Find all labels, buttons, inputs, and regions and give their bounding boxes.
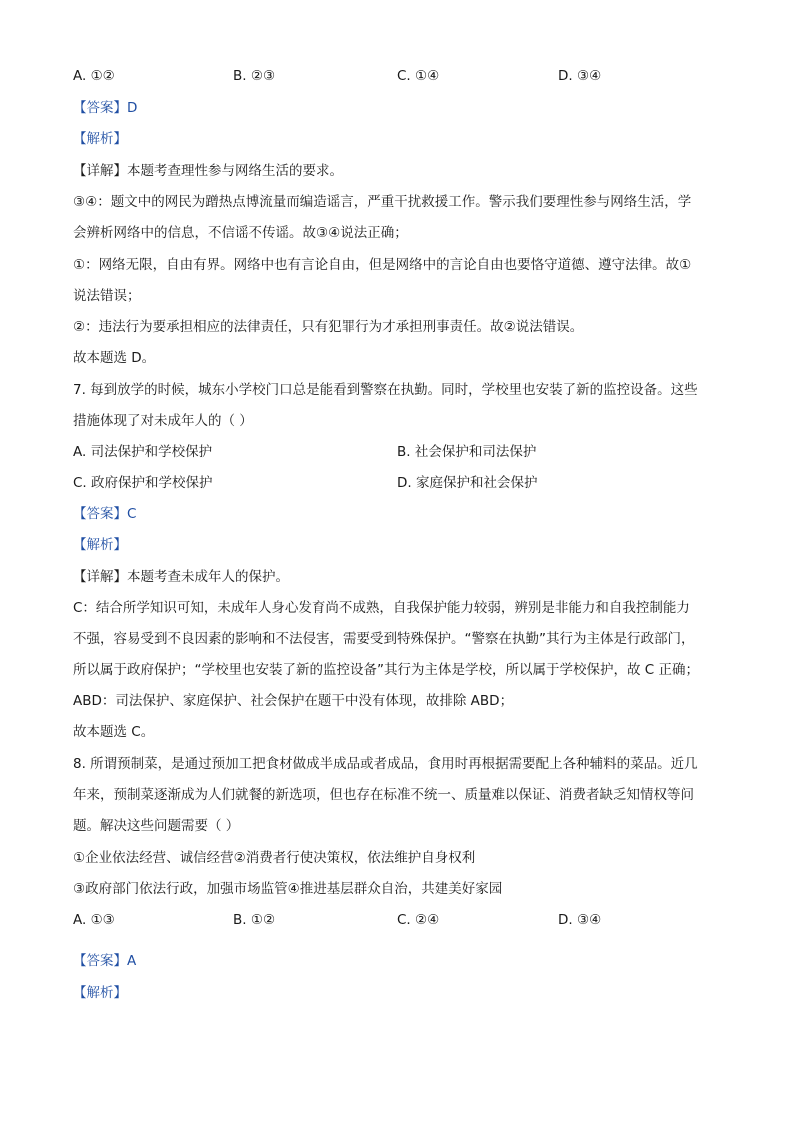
q8-answer: 【答案】A <box>73 953 137 969</box>
q7-option-b: B. 社会保护和司法保护 <box>397 444 537 460</box>
q7-option-a: A. 司法保护和学校保护 <box>73 444 213 460</box>
q6-option-b: B. ②③ <box>233 68 276 84</box>
q7-exp-line: 所以属于政府保护；“学校里也安装了新的监控设备”其行为主体是学校，所以属于学校保护，故 C 正确； <box>73 662 699 678</box>
q6-option-a: A. ①② <box>73 68 115 84</box>
q7-option-c: C. 政府保护和学校保护 <box>73 475 213 491</box>
q8-statement-line: ③政府部门依法行政，加强市场监管④推进基层群众自治，共建美好家园 <box>73 881 503 897</box>
q6-analysis-label: 【解析】 <box>73 131 127 147</box>
q7-answer: 【答案】C <box>73 506 137 522</box>
q6-exp-line: ③④：题文中的网民为蹭热点博流量而编造谣言，严重干扰救援工作。警示我们要理性参与网络生活，学 <box>73 194 692 210</box>
q8-option-c: C. ②④ <box>397 912 440 928</box>
q8-option-a: A. ①③ <box>73 912 115 928</box>
q8-stem-line: 8. 所谓预制菜，是通过预加工把食材做成半成品或者成品，食用时再根据需要配上各种辅料的菜品。近几 <box>73 756 698 772</box>
q7-exp-line: 故本题选 C。 <box>73 724 155 740</box>
q6-detail: 【详解】本题考查理性参与网络生活的要求。 <box>73 163 343 179</box>
q8-analysis-label: 【解析】 <box>73 985 127 1001</box>
q7-exp-line: 不强，容易受到不良因素的影响和不法侵害，需要受到特殊保护。“警察在执勤”其行为主体是行政部门， <box>73 631 695 647</box>
q6-exp-line: 故本题选 D。 <box>73 350 156 366</box>
q6-exp-line: 说法错误； <box>73 288 141 304</box>
q6-exp-line: 会辨析网络中的信息，不信谣不传谣。故③④说法正确； <box>73 225 408 241</box>
q8-option-b: B. ①② <box>233 912 276 928</box>
q6-exp-line: ①：网络无限，自由有界。网络中也有言论自由，但是网络中的言论自由也要恪守道德、遵守法律。故① <box>73 257 692 273</box>
q7-detail: 【详解】本题考查未成年人的保护。 <box>73 569 289 585</box>
q6-option-c: C. ①④ <box>397 68 440 84</box>
q7-exp-line: C：结合所学知识可知，未成年人身心发育尚不成熟，自我保护能力较弱，辨别是非能力和自我控制能力 <box>73 600 690 616</box>
q7-stem-line: 措施体现了对未成年人的（ ） <box>73 413 253 429</box>
q8-stem-line: 年来，预制菜逐渐成为人们就餐的新选项，但也存在标准不统一、质量难以保证、消费者缺乏知情权等问 <box>73 787 694 803</box>
q6-option-d: D. ③④ <box>558 68 602 84</box>
q6-answer: 【答案】D <box>73 100 138 116</box>
q8-statement-line: ①企业依法经营、诚信经营②消费者行使决策权，依法维护自身权利 <box>73 850 476 866</box>
q8-option-d: D. ③④ <box>558 912 602 928</box>
q7-option-d: D. 家庭保护和社会保护 <box>397 475 538 491</box>
q7-exp-line: ABD：司法保护、家庭保护、社会保护在题干中没有体现，故排除 ABD； <box>73 693 514 709</box>
q7-stem-line: 7. 每到放学的时候，城东小学校门口总是能看到警察在执勤。同时，学校里也安装了新的监控设备。这些 <box>73 382 698 398</box>
q8-stem-line: 题。解决这些问题需要（ ） <box>73 818 240 834</box>
q6-exp-line: ②：违法行为要承担相应的法律责任，只有犯罪行为才承担刑事责任。故②说法错误。 <box>73 319 584 335</box>
q7-analysis-label: 【解析】 <box>73 537 127 553</box>
